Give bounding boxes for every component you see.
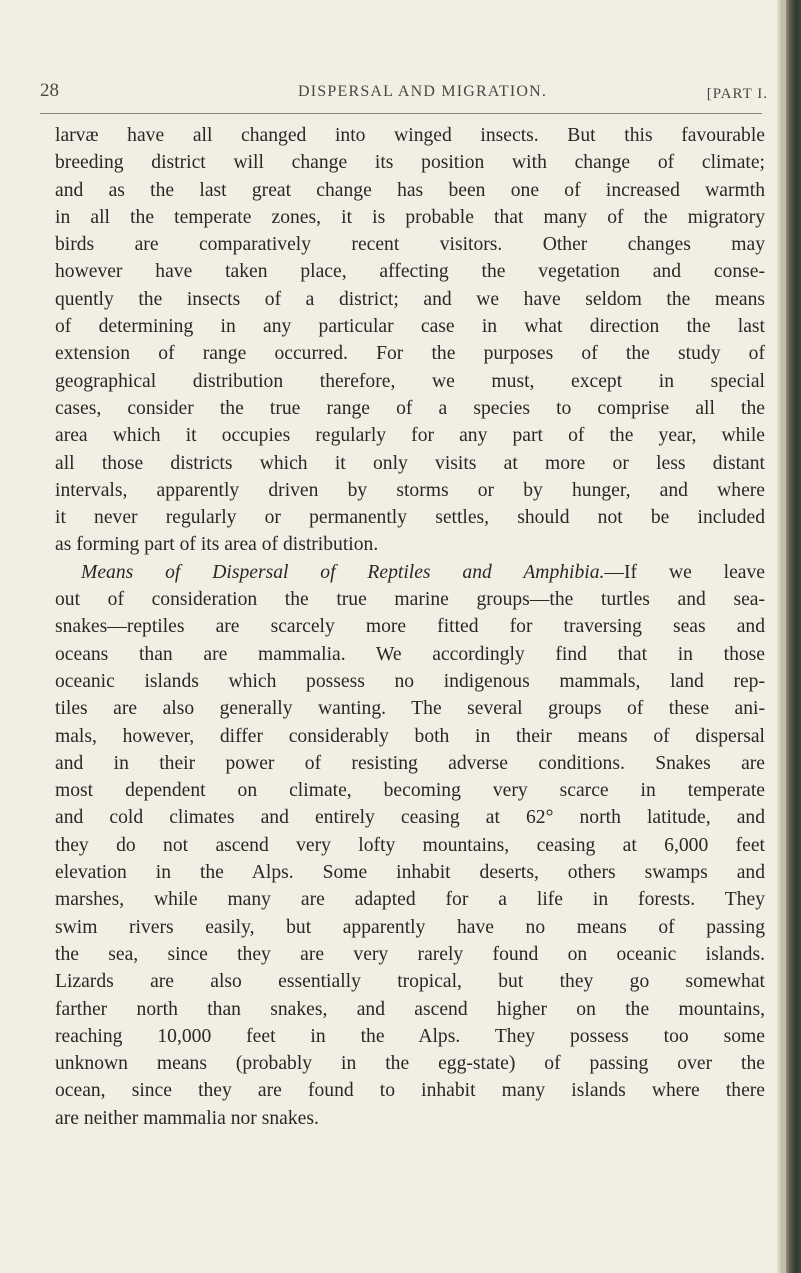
text-line: reaching 10,000 feet in the Alps. They possess too some <box>55 1025 765 1047</box>
text-line: and as the last great change has been one of increased warmth <box>55 179 765 201</box>
text-line: cases, consider the true range of a species to comprise all the <box>55 397 765 419</box>
text-line: tiles are also generally wanting. The several groups of these ani- <box>55 698 765 720</box>
text-line: marshes, while many are adapted for a life in forests. They <box>55 889 765 911</box>
header-rule <box>40 113 762 114</box>
text-line: and cold climates and entirely ceasing at 62° north latitude, and <box>55 807 765 829</box>
text-line: extension of range occurred. For the purposes of the study of <box>55 343 765 365</box>
text-line: larvæ have all changed into winged insects. But this favourable <box>55 125 765 146</box>
text-line: breeding district will change its position with change of climate; <box>55 152 765 174</box>
running-head-title: DISPERSAL AND MIGRATION. <box>298 83 548 100</box>
text-line: oceanic islands which possess no indigenous mammals, land rep- <box>55 670 765 692</box>
text-line: oceans than are mammalia. We accordingly find that in those <box>55 643 765 665</box>
text-line: geographical distribution therefore, we must, except in special <box>55 370 765 392</box>
text-line: intervals, apparently driven by storms or by hunger, and where <box>55 479 765 501</box>
text-line: ocean, since they are found to inhabit many islands where there <box>55 1080 765 1102</box>
text-line: out of consideration the true marine groups—the turtles and sea- <box>55 589 765 611</box>
running-head <box>40 78 768 112</box>
heading-line-rest: —If we leave <box>604 561 765 583</box>
text-line: the sea, since they are very rarely found on oceanic islands. <box>55 943 765 965</box>
section-heading: Means of Dispersal of Reptiles and Amphibia. <box>81 561 605 583</box>
text-line: quently the insects of a district; and we have seldom the means <box>55 288 765 310</box>
text-line: Lizards are also essentially tropical, but they go somewhat <box>55 971 765 993</box>
text-line: in all the temperate zones, it is probable that many of the migratory <box>55 206 765 228</box>
body-text <box>55 122 765 1132</box>
text-line: and in their power of resisting adverse conditions. Snakes are <box>55 752 765 774</box>
binding-edge <box>777 0 801 1273</box>
binding-sheen <box>783 0 786 1273</box>
text-line: mals, however, differ considerably both in their means of dispersal <box>55 725 765 747</box>
text-line: most dependent on climate, becoming very scarce in temperate <box>55 780 765 802</box>
text-line: farther north than snakes, and ascend higher on the mountains, <box>55 998 765 1020</box>
text-line: are neither mammalia nor snakes. <box>55 1107 319 1129</box>
section-heading-line <box>55 559 765 586</box>
text-line: they do not ascend very lofty mountains, ceasing at 6,000 feet <box>55 834 765 856</box>
page-number: 28 <box>40 80 59 101</box>
text-line: it never regularly or permanently settles, should not be included <box>55 507 765 529</box>
running-head-part: [PART I. <box>706 86 768 102</box>
text-line: swim rivers easily, but apparently have no means of passing <box>55 916 765 938</box>
text-line: unknown means (probably in the egg-state) of passing over the <box>55 1053 765 1075</box>
text-line: elevation in the Alps. Some inhabit deserts, others swamps and <box>55 862 765 884</box>
text-line: snakes—reptiles are scarcely more fitted for traversing seas and <box>55 616 765 638</box>
text-line: however have taken place, affecting the vegetation and conse- <box>55 261 765 283</box>
text-line: birds are comparatively recent visitors. Other changes may <box>55 234 765 256</box>
text-line: of determining in any particular case in what direction the last <box>55 316 765 338</box>
text-line: as forming part of its area of distribution. <box>55 534 379 556</box>
text-line: area which it occupies regularly for any part of the year, while <box>55 425 765 447</box>
text-line: all those districts which it only visits at more or less distant <box>55 452 765 474</box>
